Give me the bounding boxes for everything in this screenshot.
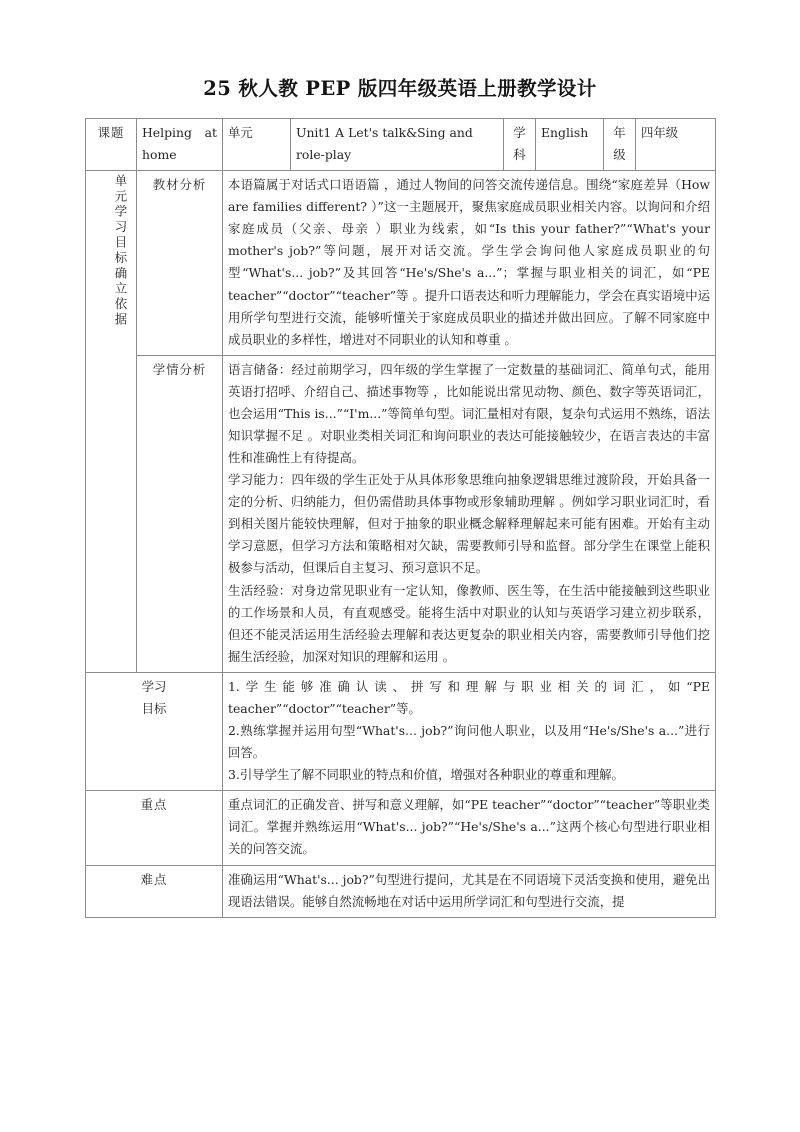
table-row-difficult-points xyxy=(86,865,716,917)
learning-objective-item: 2.熟练掌握并运用句型“What's... job?”询问他人职业，以及用“He's/She's a...”进行回答。 xyxy=(228,723,710,761)
table-row-learning-objectives xyxy=(86,672,716,790)
table-row-textbook-analysis xyxy=(86,171,716,356)
learning-objectives-label-line1: 学习 xyxy=(141,678,167,694)
learning-objectives-label xyxy=(86,672,223,790)
student-analysis-label: 学情分析 xyxy=(137,355,223,672)
learning-objectives-label-line2: 目标 xyxy=(141,700,167,716)
unit-label: 单元 xyxy=(223,119,291,171)
topic-value: Helping at home xyxy=(137,119,223,171)
grade-value: 四年级 xyxy=(636,119,716,171)
table-row-key-points xyxy=(86,791,716,865)
subject-label: 学科 xyxy=(504,119,536,171)
unit-value: Unit1 A Let's talk&Sing and role-play xyxy=(291,119,504,171)
textbook-analysis-text: 本语篇属于对话式口语语篇 ，通过人物间的问答交流传递信息。围绕“家庭差异（How are families different? ）”这一主题展开，聚焦家庭成员职业相关内容。以询问和介绍家庭成员（父亲、母亲 ）职业为线索，如“Is this your father?”“What's your mother's job?”等问题，展开对话交流。学生学会询问他人家庭成员职业的句型“What's... job?”及其回答“He's/She's a...”；掌握与职业相关的词汇，如“PE teacher”“doctor”“teacher”等 。提升口语表达和听力理解能力，学会在真实语境中运用所学句型进行交流，能够听懂关于家庭成员职业的描述并做出回应。了解不同家庭中成员职业的多样性，增进对不同职业的认知和尊重 。 xyxy=(223,171,716,356)
page-title: 25 秋人教 PEP 版四年级英语上册教学设计 xyxy=(203,77,597,100)
learning-objective-item: 1.学生能够准确认读、拼写和理解与职业相关的词汇，如“PE teacher”“doctor”“teacher”等。 xyxy=(228,678,710,716)
section-vertical-label-text: 单元学习目标确立依据 xyxy=(113,174,128,329)
table-row-header xyxy=(86,119,716,171)
subject-value: English xyxy=(536,119,604,171)
learning-objectives-text xyxy=(223,672,716,790)
topic-label: 课题 xyxy=(86,119,137,171)
textbook-analysis-label: 教材分析 xyxy=(137,171,223,356)
student-analysis-paragraph: 学习能力：四年级的学生正处于从具体形象思维向抽象逻辑思维过渡阶段，开始具备一定的分析、归纳能力，但仍需借助具体事物或形象辅助理解 。例如学习职业词汇时，看到相关图片能较快理解，但对于抽象的职业概念解释理解起来可能有困难。开始有主动学习意愿，但学习方法和策略相对欠缺，需要教师引导和监督。部分学生在课堂上能积极参与活动，但课后自主复习、预习意识不足。 xyxy=(228,472,710,576)
learning-objective-item: 3.引导学生了解不同职业的特点和价值，增强对各种职业的尊重和理解。 xyxy=(228,767,624,783)
student-analysis-paragraph: 生活经验：对身边常见职业有一定认知，像教师、医生等，在生活中能接触到这些职业的工作场景和人员，有直观感受。能将生活中对职业的认知与英语学习建立初步联系，但还不能灵活运用生活经验去理解和表达更复杂的职业相关内容，需要教师引导他们挖掘生活经验，加深对知识的理解和运用 。 xyxy=(228,582,710,664)
section-vertical-label xyxy=(86,171,137,673)
difficult-points-label: 难点 xyxy=(86,865,223,917)
table-row-student-analysis xyxy=(86,355,716,672)
key-points-label: 重点 xyxy=(86,791,223,865)
student-analysis-paragraph: 语言储备：经过前期学习，四年级的学生掌握了一定数量的基础词汇、简单句式，能用英语打招呼、介绍自己、描述事物等 ，比如能说出常见动物、颜色、数字等英语词汇，也会运用“This is...”“I'm...”等简单句型。词汇量相对有限，复杂句式运用不熟练，语法知识掌握不足 。对职业类相关词汇和询问职业的表达可能接触较少，在语言表达的丰富性和准确性上有待提高。 xyxy=(228,361,710,466)
student-analysis-text xyxy=(223,355,716,672)
grade-label: 年级 xyxy=(604,119,636,171)
key-points-text: 重点词汇的正确发音、拼写和意义理解，如“PE teacher”“doctor”“teacher”等职业类词汇。掌握并熟练运用“What's... job?”“He's/She's a...”这两个核心句型进行职业相关的问答交流。 xyxy=(223,791,716,865)
difficult-points-text: 准确运用“What's... job?”句型进行提问，尤其是在不同语境下灵活变换和使用，避免出现语法错误。能够自然流畅地在对话中运用所学词汇和句型进行交流，提 xyxy=(223,865,716,917)
lesson-plan-table xyxy=(85,118,716,918)
